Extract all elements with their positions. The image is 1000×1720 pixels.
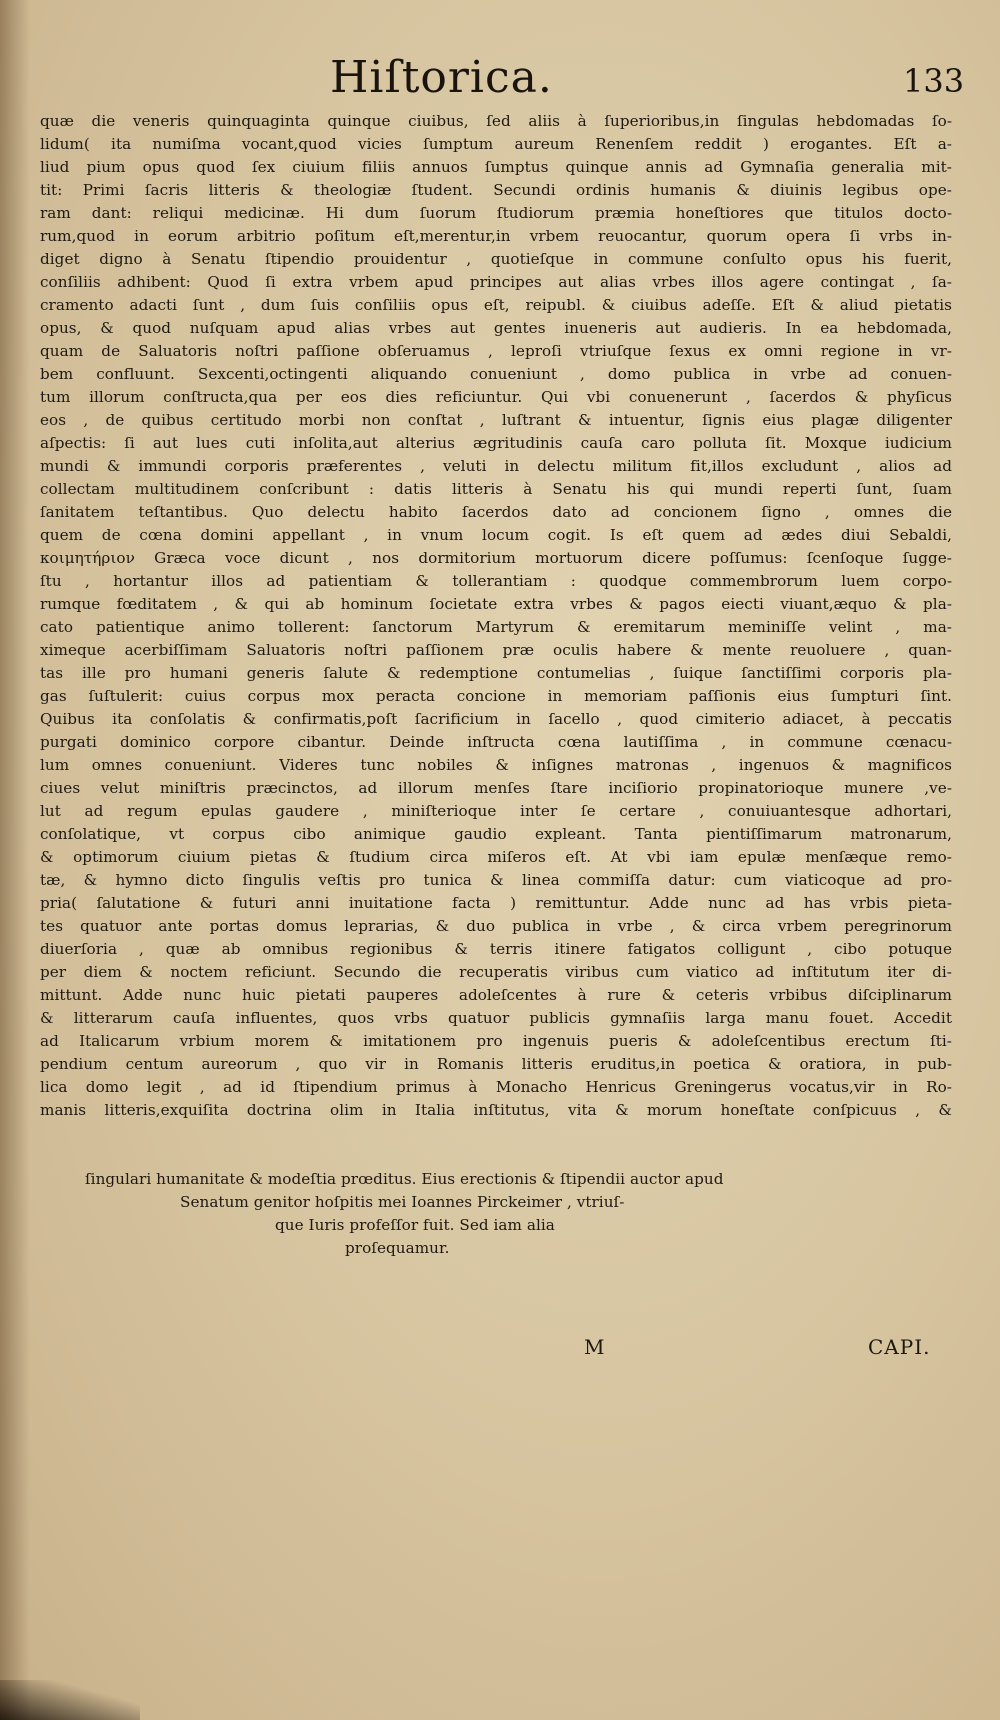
- text-line: mundi & immundi corporis præferentes , veluti in delectu militum fit,illos excludunt , alios ad: [40, 457, 952, 475]
- text-line: rumque fœditatem , & qui ab hominum ſocietate extra vrbes & pagos eiecti viuant,æquo & pla-: [40, 595, 952, 613]
- catchword: CAPI.: [868, 1335, 931, 1359]
- closing-line: ſingulari humanitate & modeſtia prœditus. Eius erectionis & ſtipendii auctor apud: [85, 1170, 724, 1188]
- text-line: quam de Saluatoris noſtri paſſione obſeruamus , leproſi vtriuſque ſexus ex omni regione in vr-: [40, 342, 952, 360]
- text-line: lica domo legit , ad id ſtipendium primus à Monacho Henricus Greningerus vocatus,vir in Ro-: [40, 1078, 952, 1096]
- text-line: pria( ſalutatione & futuri anni inuitatione facta ) remittuntur. Adde nunc ad has vrbis pieta-: [40, 894, 952, 912]
- text-line: quæ die veneris quinquaginta quinque ciuibus, ſed aliis à ſuperioribus,in ſingulas hebdomadas ſo-: [40, 112, 952, 130]
- text-line: conſolatique, vt corpus cibo animique gaudio expleant. Tanta pientiſſimarum matronarum,: [40, 825, 952, 843]
- text-line: ciues velut miniſtris præcinctos, ad illorum menſes ſtare inciſiorio propinatorioque munere ,ve-: [40, 779, 952, 797]
- text-line: [40, 1145, 952, 1168]
- text-line: mittunt. Adde nunc huic pietati pauperes adoleſcentes à rure & ceteris vrbibus diſciplinarum: [40, 986, 952, 1004]
- text-line: lidum( ita numiſma vocant,quod vicies ſumptum aureum Renenſem reddit ) erogantes. Eſt a-: [40, 135, 952, 153]
- text-line: cato patientique animo tollerent: ſanctorum Martyrum & eremitarum meminiſſe velint , ma-: [40, 618, 952, 636]
- text-line: bem confluunt. Sexcenti,octingenti aliquando conueniunt , domo publica in vrbe ad conuen-: [40, 365, 952, 383]
- text-line: tæ, & hymno dicto ſingulis veſtis pro tunica & linea commiſſa datur: cum viaticoque ad pro-: [40, 871, 952, 889]
- text-line: & optimorum ciuium pietas & ſtudium circa miſeros eſt. At vbi iam epulæ menſæque remo-: [40, 848, 952, 866]
- text-line: tas ille pro humani generis ſalute & redemptione contumelias , ſuique ſanctiſſimi corporis pla-: [40, 664, 952, 682]
- text-line: tes quatuor ante portas domus leprarias, & duo publica in vrbe , & circa vrbem peregrinorum: [40, 917, 952, 935]
- text-line: purgati dominico corpore cibantur. Deinde inſtructa cœna lautiſſima , in commune cœnacu-: [40, 733, 952, 751]
- text-line: ad Italicarum vrbium morem & imitationem pro ingenuis pueris & adoleſcentibus erectum ſti-: [40, 1032, 952, 1050]
- text-line: eos , de quibus certitudo morbi non conſtat , luſtrant & intuentur, ſignis eius plagæ diligenter: [40, 411, 952, 429]
- text-line: aſpectis: ſi aut lues cuti inſolita,aut alterius ægritudinis cauſa caro polluta ſit. Moxque iudicium: [40, 434, 952, 452]
- text-line: ximeque acerbiſſimam Saluatoris noſtri paſſionem præ oculis habere & mente reuoluere , quan-: [40, 641, 952, 659]
- closing-line: Senatum genitor hoſpitis mei Ioannes Pirckeimer , vtriuſ-: [180, 1193, 625, 1211]
- text-line: κοιμητήριον Græca voce dicunt , nos dormitorium mortuorum dicere poſſumus: ſcenſoque ſugge-: [40, 549, 952, 567]
- text-line: pendium centum aureorum , quo vir in Romanis litteris eruditus,in poetica & oratiora, in pub-: [40, 1055, 952, 1073]
- page-number: 133: [903, 62, 965, 100]
- text-line: gas ſuſtulerit: cuius corpus mox peracta concione in memoriam paſſionis eius ſumpturi ſint.: [40, 687, 952, 705]
- text-line: & litterarum cauſa influentes, quos vrbs quatuor publicis gymnaſiis larga manu fouet. Accedit: [40, 1009, 952, 1027]
- text-line: conſiliis adhibent: Quod ſi extra vrbem apud principes aut alias vrbes illos agere contingat , ſa-: [40, 273, 952, 291]
- text-line: diuerſoria , quæ ab omnibus regionibus & terris itinere fatigatos colligunt , cibo potuque: [40, 940, 952, 958]
- text-line: ſanitatem teſtantibus. Quo delectu habito ſacerdos dato ad concionem ſigno , omnes die: [40, 503, 952, 521]
- text-line: ram dant: reliqui medicinæ. Hi dum ſuorum ſtudiorum præmia honeſtiores que titulos docto-: [40, 204, 952, 222]
- text-line: per diem & noctem reficiunt. Secundo die recuperatis viribus cum viatico ad inſtitutum iter di-: [40, 963, 952, 981]
- text-line: liud pium opus quod ſex ciuium filiis annuos ſumptus quinque annis ad Gymnaſia generalia mit-: [40, 158, 952, 176]
- running-head: [0, 52, 1000, 112]
- text-line: opus, & quod nuſquam apud alias vrbes aut gentes inueneris aut audieris. In ea hebdomada,: [40, 319, 952, 337]
- text-line: Quibus ita conſolatis & confirmatis,poſt ſacrificium in ſacello , quod cimiterio adiacet, à peccatis: [40, 710, 952, 728]
- text-line: diget digno à Senatu ſtipendio prouidentur , quotieſque in commune conſulto opus his fuerit,: [40, 250, 952, 268]
- text-line: ſtu , hortantur illos ad patientiam & tollerantiam : quodque commembrorum luem corpo-: [40, 572, 952, 590]
- text-line: tit: Primi ſacris litteris & theologiæ ſtudent. Secundi ordinis humanis & diuinis legibus ope-: [40, 181, 952, 199]
- closing-line: que Iuris profeſſor fuit. Sed iam alia: [275, 1216, 555, 1234]
- running-title: Hiſtorica.: [330, 52, 553, 103]
- closing-line: proſequamur.: [345, 1239, 450, 1257]
- text-line: lut ad regum epulas gaudere , miniſterioque inter ſe certare , conuiuantesque adhortari,: [40, 802, 952, 820]
- text-line: manis litteris,exquiſita doctrina olim in Italia inſtitutus, vita & morum honeſtate conſpicuus , &: [40, 1101, 952, 1119]
- text-line: rum,quod in eorum arbitrio poſitum eſt,merentur,in vrbem reuocantur, quorum opera ſi vrbs in-: [40, 227, 952, 245]
- text-line: collectam multitudinem conſcribunt : datis litteris à Senatu his qui mundi reperti ſunt, ſuam: [40, 480, 952, 498]
- body-text: [40, 110, 952, 1260]
- page-footer: [0, 1335, 1000, 1375]
- text-line: quem de cœna domini appellant , in vnum locum cogit. Is eſt quem ad ædes diui Sebaldi,: [40, 526, 952, 544]
- text-line: lum omnes conueniunt. Videres tunc nobiles & inſignes matronas , ingenuos & magnificos: [40, 756, 952, 774]
- signature-mark: M: [584, 1335, 605, 1359]
- text-line: [40, 1122, 952, 1145]
- corner-shadow: [0, 1680, 140, 1720]
- gutter-shadow: [0, 0, 30, 1720]
- text-line: tum illorum conſtructa,qua per eos dies reficiuntur. Qui vbi conuenerunt , ſacerdos & phyſicus: [40, 388, 952, 406]
- text-line: cramento adacti ſunt , dum ſuis conſiliis opus eſt, reipubl. & ciuibus adeſſe. Eſt & aliud pietatis: [40, 296, 952, 314]
